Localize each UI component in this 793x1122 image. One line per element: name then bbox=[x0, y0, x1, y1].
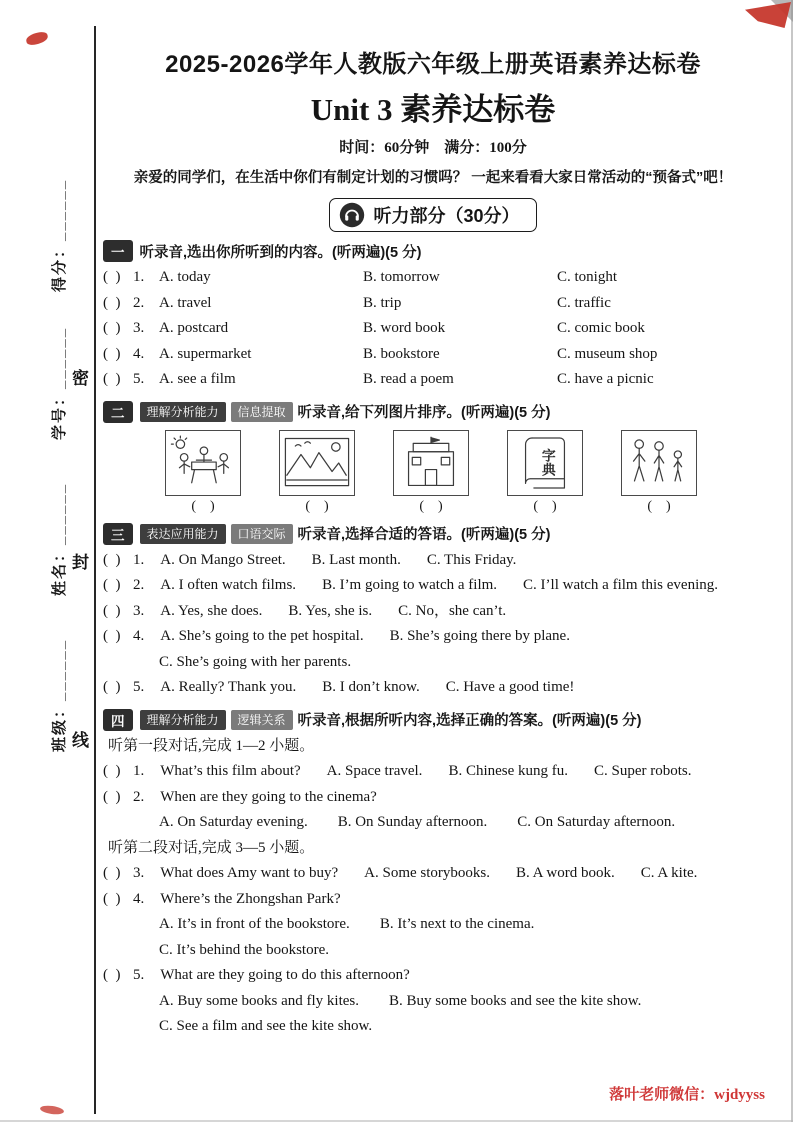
option: C. I’ll watch a film this evening. bbox=[523, 577, 718, 593]
option: C. Have a good time! bbox=[445, 679, 575, 695]
section-instruction: 听录音,给下列图片排序。(听两遍)(5 分) bbox=[297, 405, 551, 421]
section-1-listen-choose bbox=[103, 240, 763, 393]
section-2-order-pictures bbox=[103, 401, 763, 515]
seal-character: 线 bbox=[72, 731, 89, 750]
option: A. On Mango Street. bbox=[160, 551, 286, 568]
dialog-part-instruction: 听第一段对话,完成 1—2 小题。 bbox=[108, 737, 315, 754]
question-row bbox=[103, 810, 763, 836]
seal-character: 封 bbox=[72, 553, 89, 572]
answer-blank[interactable]: ( ) bbox=[103, 269, 121, 285]
section-number-box: 二 bbox=[103, 401, 133, 423]
option: B. bookstore bbox=[363, 345, 440, 362]
picture-answer-blank[interactable]: ( ) bbox=[419, 498, 443, 514]
option: B. Yes, she is. bbox=[288, 602, 373, 619]
question-row bbox=[103, 675, 763, 701]
answer-blank[interactable]: ( ) bbox=[103, 371, 121, 387]
answer-blank[interactable]: ( ) bbox=[103, 551, 121, 568]
ability-badge: 表达应用能力 bbox=[140, 524, 226, 544]
option: B. trip bbox=[363, 294, 402, 311]
question-row bbox=[103, 887, 763, 913]
option: A. supermarket bbox=[159, 345, 252, 362]
picture-frame bbox=[279, 430, 355, 496]
question-number: 1. bbox=[133, 269, 145, 285]
answer-blank[interactable]: ( ) bbox=[103, 577, 121, 593]
ability-badge: 理解分析能力 bbox=[140, 710, 226, 730]
class-field[interactable]: 班级：______ bbox=[51, 638, 68, 752]
option: A. Really? Thank you. bbox=[160, 679, 297, 695]
answer-blank[interactable]: ( ) bbox=[103, 679, 121, 695]
option: C. tonight bbox=[557, 269, 618, 285]
section-header bbox=[103, 523, 763, 545]
question-row bbox=[103, 938, 763, 964]
picture-answer-blank[interactable]: ( ) bbox=[647, 498, 671, 514]
option: A. today bbox=[159, 269, 211, 285]
picture-frame bbox=[393, 430, 469, 496]
ability-badge: 理解分析能力 bbox=[140, 402, 226, 422]
question-number: 2. bbox=[133, 294, 145, 311]
footer-wechat: 落叶老师微信：wjdyyss bbox=[609, 1087, 765, 1103]
question-number: 2. bbox=[133, 788, 145, 805]
picture-option-3 bbox=[393, 430, 469, 515]
option: What’s this film about? bbox=[160, 763, 301, 779]
option: B. Chinese kung fu. bbox=[448, 763, 569, 779]
option: C. She’s going with her parents. bbox=[159, 653, 352, 670]
question-number: 3. bbox=[133, 602, 145, 619]
paper-title: 2025-2026学年人教版六年级上册英语素养达标卷 bbox=[165, 51, 701, 78]
answer-blank[interactable]: ( ) bbox=[103, 602, 121, 619]
question-number: 4. bbox=[133, 345, 145, 362]
option: A. Space travel. bbox=[326, 763, 423, 779]
answer-blank[interactable]: ( ) bbox=[103, 865, 121, 881]
option: C. comic book bbox=[557, 320, 645, 336]
listening-section-title: 听力部分（30分） bbox=[373, 206, 520, 226]
question-row bbox=[103, 599, 763, 625]
question-number: 3. bbox=[133, 865, 145, 881]
unit-title: Unit 3 素养达标卷 bbox=[310, 92, 556, 127]
picture-option-4 bbox=[507, 430, 583, 515]
section-4-dialog-questions bbox=[103, 709, 763, 1040]
question-number: 5. bbox=[133, 679, 145, 695]
question-number: 4. bbox=[133, 628, 145, 644]
option: C. On Saturday afternoon. bbox=[517, 814, 676, 830]
picture-frame bbox=[621, 430, 697, 496]
section-rows bbox=[103, 265, 763, 393]
picture-option-5 bbox=[621, 430, 697, 515]
question-row bbox=[103, 785, 763, 811]
section-3-choose-response bbox=[103, 523, 763, 701]
option: C. A kite. bbox=[640, 865, 698, 881]
question-row bbox=[103, 624, 763, 650]
option: Where’s the Zhongshan Park? bbox=[160, 890, 341, 907]
option: B. tomorrow bbox=[363, 269, 440, 285]
picture-frame bbox=[507, 430, 583, 496]
listening-section-banner bbox=[329, 198, 536, 232]
question-number: 1. bbox=[133, 763, 145, 779]
option: C. It’s behind the bookstore. bbox=[159, 941, 329, 958]
picture-answer-blank[interactable]: ( ) bbox=[305, 498, 329, 514]
picture-answer-blank[interactable]: ( ) bbox=[533, 498, 557, 514]
answer-blank[interactable]: ( ) bbox=[103, 763, 121, 779]
headphones-icon bbox=[339, 202, 365, 228]
question-row bbox=[103, 573, 763, 599]
question-row bbox=[103, 265, 763, 291]
option: A. see a film bbox=[159, 371, 236, 387]
section-instruction: 听录音,根据所听内容,选择正确的答案。(听两遍)(5 分) bbox=[297, 713, 642, 729]
score-field[interactable]: 得分：______ bbox=[51, 178, 68, 292]
dictionary-label: 字典 bbox=[539, 447, 556, 476]
option: B. A word book. bbox=[515, 865, 615, 881]
question-number: 4. bbox=[133, 890, 145, 907]
answer-blank[interactable]: ( ) bbox=[103, 967, 121, 983]
question-row bbox=[103, 861, 763, 887]
answer-blank[interactable]: ( ) bbox=[103, 320, 121, 336]
option: B. Last month. bbox=[311, 551, 401, 568]
exam-time-score: 时间：60分钟 满分：100分 bbox=[339, 140, 527, 156]
dictionary-book-image bbox=[520, 434, 570, 492]
option: C. have a picnic bbox=[557, 371, 654, 387]
shop-building-image bbox=[402, 435, 460, 491]
question-row bbox=[103, 759, 763, 785]
section-header bbox=[103, 709, 763, 731]
section-header bbox=[103, 240, 763, 262]
option: C. No，she can’t. bbox=[398, 602, 507, 619]
answer-blank[interactable]: ( ) bbox=[103, 628, 121, 644]
question-row bbox=[103, 1014, 763, 1040]
question-row bbox=[103, 342, 763, 368]
section-rows bbox=[103, 734, 763, 1040]
ability-badge: 信息提取 bbox=[231, 402, 293, 422]
section-number-box: 四 bbox=[103, 709, 133, 731]
option: A. Buy some books and fly kites. bbox=[159, 992, 359, 1009]
section-instruction: 听录音,选择合适的答语。(听两遍)(5 分) bbox=[297, 527, 551, 543]
question-row bbox=[103, 912, 763, 938]
question-row bbox=[103, 316, 763, 342]
answer-blank[interactable]: ( ) bbox=[103, 788, 121, 805]
option: A. I often watch films. bbox=[160, 577, 297, 593]
option: B. word book bbox=[363, 320, 446, 336]
ability-badge: 口语交际 bbox=[231, 524, 293, 544]
option: When are they going to the cinema? bbox=[160, 788, 377, 805]
option: C. traffic bbox=[557, 294, 611, 311]
option: B. I’m going to watch a film. bbox=[322, 577, 498, 593]
option: B. She’s going there by plane. bbox=[389, 628, 570, 644]
paper-content bbox=[95, 0, 793, 1040]
ability-badge: 逻辑关系 bbox=[231, 710, 293, 730]
option: B. It’s next to the cinema. bbox=[379, 916, 535, 932]
picture-answer-blank[interactable]: ( ) bbox=[191, 498, 215, 514]
question-row bbox=[103, 963, 763, 989]
question-number: 3. bbox=[133, 320, 145, 336]
option: C. museum shop bbox=[557, 345, 658, 362]
question-number: 5. bbox=[133, 967, 145, 983]
option: A. postcard bbox=[159, 320, 229, 336]
dialog-part-instruction: 听第二段对话,完成 3—5 小题。 bbox=[108, 839, 315, 856]
question-number: 2. bbox=[133, 577, 145, 593]
seal-margin bbox=[0, 0, 95, 1122]
option: What are they going to do this afternoon? bbox=[160, 967, 410, 983]
option: A. Yes, she does. bbox=[160, 602, 263, 619]
picture-frame bbox=[165, 430, 241, 496]
picnic-scene-image bbox=[170, 435, 236, 491]
option: A. It’s in front of the bookstore. bbox=[159, 916, 350, 932]
seal-character: 密 bbox=[72, 369, 89, 388]
family-walking-image bbox=[626, 435, 692, 491]
question-row bbox=[103, 291, 763, 317]
question-row bbox=[103, 989, 763, 1015]
question-number: 5. bbox=[133, 371, 145, 387]
question-row bbox=[103, 367, 763, 393]
question-row bbox=[103, 548, 763, 574]
option: A. Some storybooks. bbox=[364, 865, 490, 881]
section-number-box: 一 bbox=[103, 240, 133, 262]
picture-strip bbox=[165, 430, 763, 515]
picture-option-1 bbox=[165, 430, 241, 515]
option: A. travel bbox=[159, 294, 212, 311]
option: B. I don’t know. bbox=[322, 679, 420, 695]
option: A. She’s going to the pet hospital. bbox=[160, 628, 364, 644]
landscape-picture-image bbox=[284, 435, 350, 491]
option: A. On Saturday evening. bbox=[159, 814, 308, 830]
option: What does Amy want to buy? bbox=[160, 865, 339, 881]
option: B. Buy some books and see the kite show. bbox=[389, 992, 642, 1009]
question-number: 1. bbox=[133, 551, 145, 568]
option: B. On Sunday afternoon. bbox=[337, 814, 488, 830]
option: C. See a film and see the kite show. bbox=[159, 1018, 373, 1034]
section-number-box: 三 bbox=[103, 523, 133, 545]
answer-blank[interactable]: ( ) bbox=[103, 890, 121, 907]
answer-blank[interactable]: ( ) bbox=[103, 294, 121, 311]
option: C. Super robots. bbox=[594, 763, 692, 779]
section-instruction: 听录音,选出你所听到的内容。(听两遍)(5 分) bbox=[139, 244, 422, 261]
answer-blank[interactable]: ( ) bbox=[103, 345, 121, 362]
option: C. This Friday. bbox=[426, 551, 517, 568]
section-rows bbox=[103, 548, 763, 701]
name-field[interactable]: 姓名：______ bbox=[51, 482, 68, 596]
intro-text: 亲爱的同学们，在生活中你们有制定计划的习惯吗？ 一起来看看大家日常活动的“预备式”吧！ bbox=[133, 170, 733, 186]
section-header bbox=[103, 401, 763, 423]
option: B. read a poem bbox=[363, 371, 454, 387]
picture-option-2 bbox=[279, 430, 355, 515]
question-row bbox=[103, 650, 763, 676]
student-id-field[interactable]: 学号：______ bbox=[51, 326, 68, 440]
